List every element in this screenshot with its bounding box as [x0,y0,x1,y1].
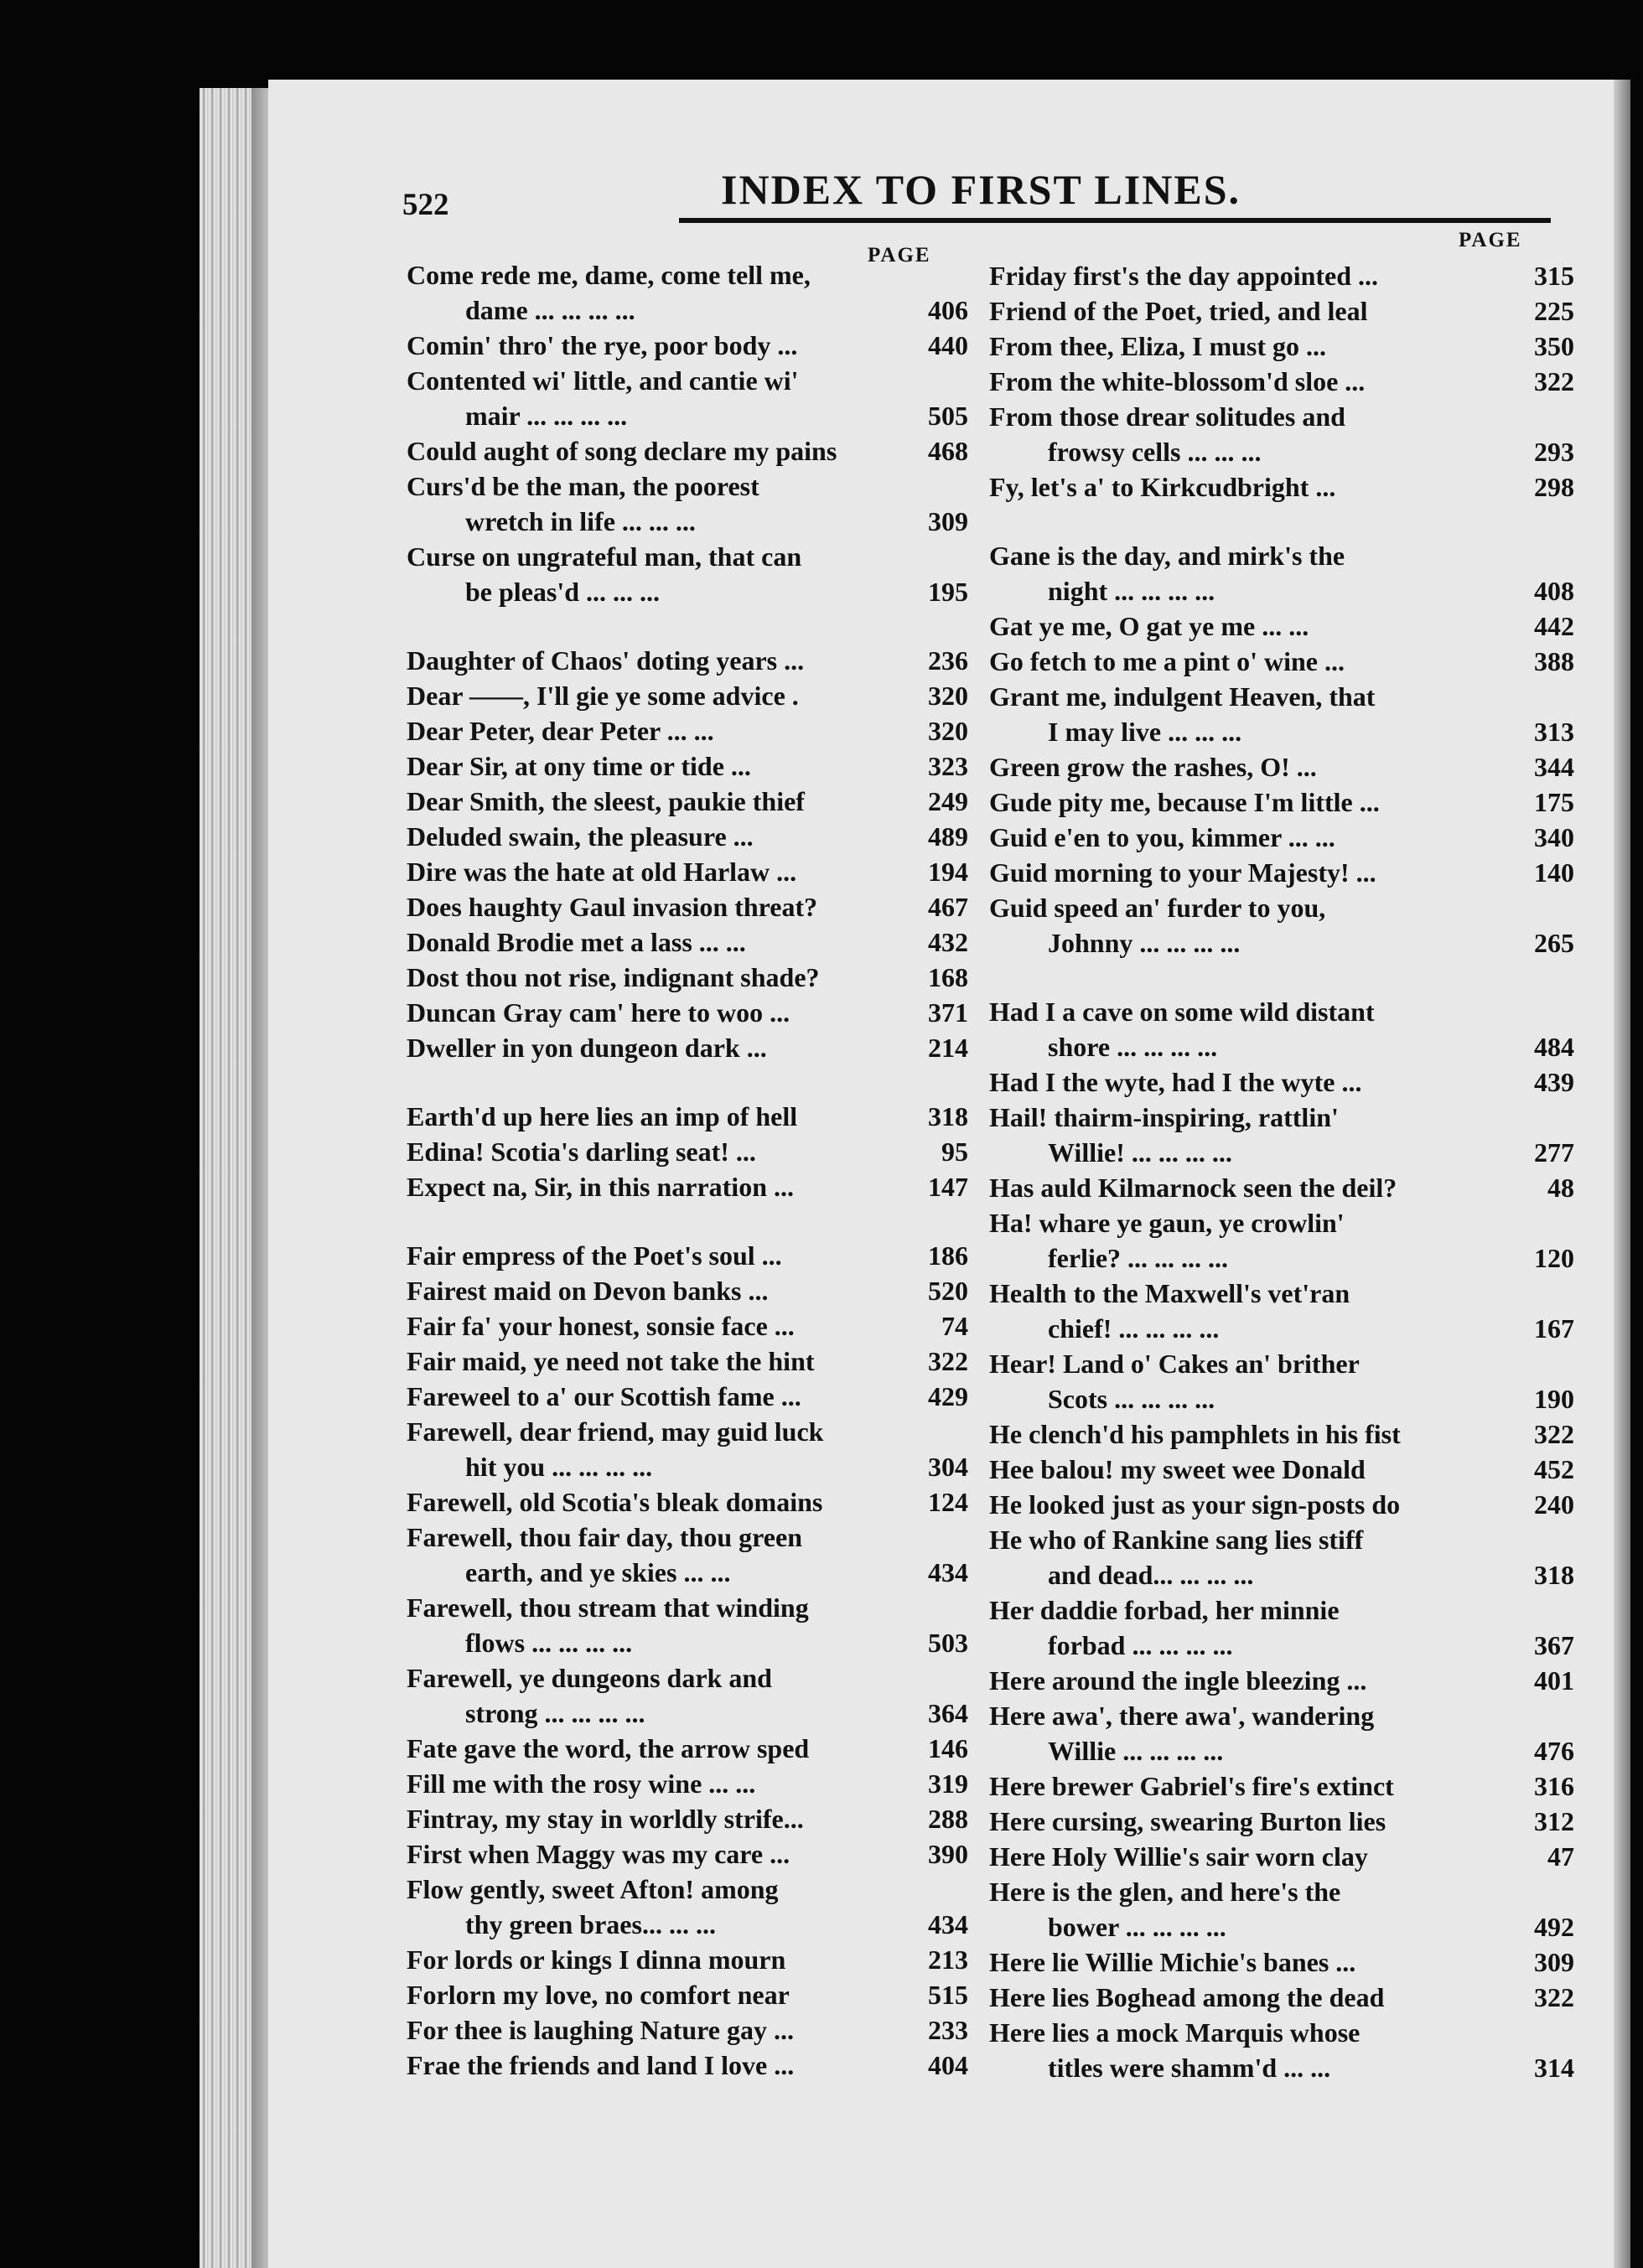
entry-continuation-line: forbad ... ... ... ... [1048,1630,1233,1660]
entry-first-line: Go fetch to me a pint o' wine ... [989,646,1345,676]
entry-page-number: 316 [1534,1771,1574,1801]
entry-page-number: 124 [928,1487,968,1517]
entry-page-number: 408 [1534,576,1574,606]
entry-first-line: First when Maggy was my care ... [407,1839,790,1869]
entry-continuation-line: frowsy cells ... ... ... [1048,437,1262,467]
entry-page-number: 406 [928,295,968,325]
index-entry [407,1836,968,1872]
entry-first-line: Here awa', there awa', wandering [989,1701,1375,1731]
entry-first-line: Dire was the hate at old Harlaw ... [407,857,797,887]
entry-page-number: 468 [928,436,968,466]
entry-page-number: 213 [928,1944,968,1975]
index-entry [407,1801,968,1836]
index-entry [989,1064,1574,1100]
entry-page-number: 434 [928,1909,968,1939]
entry-first-line: From thee, Eliza, I must go ... [989,331,1327,361]
index-entry [407,1520,968,1590]
index-entry [407,643,968,678]
index-entry [407,2048,968,2083]
entry-page-number: 322 [1534,366,1574,396]
entry-page-number: 404 [928,2050,968,2080]
entry-first-line: Farewell, thou stream that winding [407,1592,809,1623]
index-entry [407,2012,968,2048]
index-entry [989,679,1574,749]
entry-page-number: 344 [1534,752,1574,782]
entry-first-line: Guid speed an' furder to you, [989,893,1326,923]
entry-page-number: 467 [928,892,968,922]
index-entry [989,1452,1574,1487]
index-entry [989,1487,1574,1522]
entry-first-line: Her daddie forbad, her minnie [989,1595,1340,1625]
entry-page-number: 434 [928,1557,968,1587]
entry-continuation-line: Willie! ... ... ... ... [1048,1137,1232,1168]
index-entry [407,1766,968,1801]
entry-first-line: From the white-blossom'd sloe ... [989,366,1366,396]
index-entry [407,1308,968,1344]
entry-continuation-line: ferlie? ... ... ... ... [1048,1243,1229,1273]
index-entry [989,644,1574,679]
entry-continuation-line: night ... ... ... ... [1048,576,1215,606]
entry-page-number: 309 [928,506,968,536]
entry-first-line: Hee balou! my sweet wee Donald [989,1454,1366,1484]
entry-first-line: Farewell, dear friend, may guid luck [407,1416,824,1447]
index-entry [407,713,968,748]
index-entry [989,293,1574,329]
index-entry [989,749,1574,784]
entry-page-number: 309 [1534,1947,1574,1977]
entry-continuation-line: strong ... ... ... ... [465,1698,645,1728]
index-entry [989,1100,1574,1170]
entry-first-line: Guid morning to your Majesty! ... [989,857,1376,888]
entry-continuation-line: Willie ... ... ... ... [1048,1736,1224,1766]
entry-first-line: Guid e'en to you, kimmer ... ... [989,822,1335,852]
entry-page-number: 323 [928,751,968,781]
entry-first-line: Dear Sir, at ony time or tide ... [407,751,751,781]
entry-first-line: Gane is the day, and mirk's the [989,541,1345,571]
entry-page-number: 432 [928,927,968,957]
index-entry [989,1522,1574,1592]
entry-first-line: Here lie Willie Michie's banes ... [989,1947,1356,1977]
entry-continuation-line: dame ... ... ... ... [465,295,635,325]
entry-first-line: Earth'd up here lies an imp of hell [407,1101,798,1131]
entry-page-number: 388 [1534,646,1574,676]
entry-continuation-line: bower ... ... ... ... [1048,1912,1226,1942]
entry-page-number: 440 [928,330,968,360]
index-entry [989,399,1574,469]
entry-first-line: Fareweel to a' our Scottish fame ... [407,1381,801,1411]
entry-page-number: 520 [928,1276,968,1306]
index-entry [989,1698,1574,1768]
entry-page-number: 240 [1534,1489,1574,1520]
entry-first-line: Contented wi' little, and cantie wi' [407,365,799,396]
index-entry [989,1944,1574,1980]
index-entry [989,608,1574,644]
entry-first-line: Friday first's the day appointed ... [989,261,1379,291]
entry-first-line: Donald Brodie met a lass ... ... [407,927,746,957]
entry-page-number: 319 [928,1768,968,1799]
index-entry [989,994,1574,1064]
index-entry [407,469,968,539]
entry-first-line: Here brewer Gabriel's fire's extinct [989,1771,1394,1801]
entry-page-number: 315 [1534,261,1574,291]
entry-continuation-line: thy green braes... ... ... [465,1909,716,1939]
entry-page-number: 293 [1534,437,1574,467]
entry-first-line: Here cursing, swearing Burton lies [989,1806,1386,1836]
entry-continuation-line: wretch in life ... ... ... [465,506,696,536]
entry-first-line: Daughter of Chaos' doting years ... [407,645,805,676]
entry-page-number: 320 [928,716,968,746]
index-entry [989,1663,1574,1698]
right-column-page-header: PAGE [1459,229,1522,251]
entry-continuation-line: titles were shamm'd ... ... [1048,2053,1331,2083]
entry-first-line: Frae the friends and land I love ... [407,2050,795,2080]
entry-first-line: Dweller in yon dungeon dark ... [407,1033,767,1063]
title-rule [679,218,1551,223]
entry-first-line: Fair fa' your honest, sonsie face ... [407,1311,795,1341]
entry-first-line: Gat ye me, O gat ye me ... ... [989,611,1309,641]
entry-page-number: 265 [1534,928,1574,958]
entry-first-line: Here around the ingle bleezing ... [989,1665,1367,1696]
entry-continuation-line: hit you ... ... ... ... [465,1452,653,1482]
entry-page-number: 175 [1534,787,1574,817]
entry-first-line: Comin' thro' the rye, poor body ... [407,330,798,360]
entry-page-number: 168 [928,962,968,992]
entry-page-number: 322 [1534,1419,1574,1449]
index-entry [989,1170,1574,1205]
entry-continuation-line: Johnny ... ... ... ... [1048,928,1241,958]
index-entry [989,890,1574,961]
entry-first-line: He clench'd his pamphlets in his fist [989,1419,1401,1449]
letter-group-gap [407,1204,968,1238]
entry-first-line: Forlorn my love, no comfort near [407,1980,790,2010]
index-entry [989,855,1574,890]
entry-first-line: Fairest maid on Devon banks ... [407,1276,769,1306]
index-entry [989,329,1574,364]
index-entry [407,819,968,854]
entry-page-number: 304 [928,1452,968,1482]
entry-first-line: Grant me, indulgent Heaven, that [989,681,1376,712]
entry-first-line: Health to the Maxwell's vet'ran [989,1278,1350,1308]
entry-first-line: Had I a cave on some wild distant [989,997,1375,1027]
entry-first-line: Fate gave the word, the arrow sped [407,1733,810,1763]
index-entry [407,1977,968,2012]
entry-first-line: Edina! Scotia's darling seat! ... [407,1137,756,1167]
index-entry [989,364,1574,399]
entry-page-number: 214 [928,1033,968,1063]
entry-page-number: 249 [928,786,968,816]
index-entry [407,1484,968,1520]
entry-page-number: 401 [1534,1665,1574,1696]
index-entry [407,257,968,328]
page-number: 522 [402,188,449,222]
entry-first-line: Had I the wyte, had I the wyte ... [989,1067,1362,1097]
entry-page-number: 233 [928,2015,968,2045]
entry-page-number: 298 [1534,472,1574,502]
entry-page-number: 74 [941,1311,968,1341]
entry-first-line: Has auld Kilmarnock seen the deil? [989,1173,1397,1203]
entry-first-line: Flow gently, sweet Afton! among [407,1874,779,1904]
entry-page-number: 277 [1534,1137,1574,1168]
entry-page-number: 367 [1534,1630,1574,1660]
entry-continuation-line: I may live ... ... ... [1048,717,1242,747]
entry-page-number: 515 [928,1980,968,2010]
entry-continuation-line: Scots ... ... ... ... [1048,1384,1215,1414]
entry-first-line: For lords or kings I dinna mourn [407,1944,786,1975]
entry-first-line: Farewell, thou fair day, thou green [407,1522,802,1552]
entry-continuation-line: be pleas'd ... ... ... [465,577,661,607]
left-index-column [407,257,968,2083]
entry-first-line: Ha! whare ye gaun, ye crowlin' [989,1208,1345,1238]
entry-page-number: 505 [928,401,968,431]
entry-first-line: From those drear solitudes and [989,401,1345,432]
entry-page-number: 484 [1534,1032,1574,1062]
entry-first-line: Hail! thairm-inspiring, rattlin' [989,1102,1339,1132]
entry-page-number: 429 [928,1381,968,1411]
index-entry [407,1590,968,1660]
left-column-page-header: PAGE [868,244,931,267]
entry-first-line: Deluded swain, the pleasure ... [407,821,754,852]
index-entry [407,1099,968,1134]
entry-page-number: 439 [1534,1067,1574,1097]
entry-first-line: Dear Smith, the sleest, paukie thief [407,786,805,816]
entry-page-number: 120 [1534,1243,1574,1273]
right-index-column [989,258,1574,2085]
letter-group-gap [989,505,1574,538]
entry-page-number: 195 [928,577,968,607]
entry-page-number: 95 [941,1137,968,1167]
entry-first-line: Here lies Boghead among the dead [989,1982,1385,2012]
letter-group-gap [407,609,968,643]
entry-continuation-line: flows ... ... ... ... [465,1628,633,1658]
entry-page-number: 186 [928,1240,968,1271]
entry-page-number: 371 [928,997,968,1028]
entry-page-number: 476 [1534,1736,1574,1766]
index-entry [407,889,968,924]
index-entry [989,1768,1574,1804]
index-entry [989,538,1574,608]
entry-first-line: Fair maid, ye need not take the hint [407,1346,815,1376]
index-entry [989,1804,1574,1839]
index-entry [407,784,968,819]
entry-first-line: Dear Peter, dear Peter ... ... [407,716,714,746]
page-title: INDEX TO FIRST LINES. [721,166,1241,213]
entry-first-line: For thee is laughing Nature gay ... [407,2015,794,2045]
entry-first-line: Gude pity me, because I'm little ... [989,787,1380,817]
entry-page-number: 312 [1534,1806,1574,1836]
entry-page-number: 225 [1534,296,1574,326]
index-entry [407,1414,968,1484]
index-entry [989,1416,1574,1452]
index-entry [989,1205,1574,1276]
entry-page-number: 492 [1534,1912,1574,1942]
index-entry [989,1839,1574,1874]
index-entry [407,1731,968,1766]
entry-first-line: Fair empress of the Poet's soul ... [407,1240,782,1271]
entry-page-number: 503 [928,1628,968,1658]
entry-page-number: 194 [928,857,968,887]
right-page-edge [1614,80,1630,2268]
entry-page-number: 350 [1534,331,1574,361]
index-entry [407,1872,968,1942]
letter-group-gap [989,961,1574,994]
index-entry [407,1030,968,1065]
entry-continuation-line: and dead... ... ... ... [1048,1560,1254,1590]
entry-continuation-line: earth, and ye skies ... ... [465,1557,731,1587]
index-entry [407,960,968,995]
index-entry [407,748,968,784]
index-entry [407,995,968,1030]
entry-first-line: Duncan Gray cam' here to woo ... [407,997,790,1028]
index-entry [407,1238,968,1273]
entry-page-number: 390 [928,1839,968,1869]
entry-first-line: Curse on ungrateful man, that can [407,541,802,572]
entry-first-line: Fill me with the rosy wine ... ... [407,1768,756,1799]
index-entry [407,854,968,889]
entry-page-number: 47 [1547,1841,1574,1872]
index-entry [989,1592,1574,1663]
index-entry [407,1134,968,1169]
index-entry [989,1346,1574,1416]
letter-group-gap [407,1065,968,1099]
index-entry [989,258,1574,293]
entry-page-number: 320 [928,681,968,711]
entry-page-number: 489 [928,821,968,852]
entry-first-line: Friend of the Poet, tried, and leal [989,296,1368,326]
index-entry [989,1874,1574,1944]
index-entry [407,1942,968,1977]
entry-continuation-line: mair ... ... ... ... [465,401,628,431]
entry-page-number: 236 [928,645,968,676]
entry-first-line: Fy, let's a' to Kirkcudbright ... [989,472,1336,502]
entry-first-line: Dear ——, I'll gie ye some advice . [407,681,799,711]
entry-first-line: He looked just as your sign-posts do [989,1489,1401,1520]
entry-page-number: 314 [1534,2053,1574,2083]
entry-page-number: 146 [928,1733,968,1763]
entry-first-line: Here lies a mock Marquis whose [989,2017,1361,2048]
entry-first-line: Farewell, old Scotia's bleak domains [407,1487,823,1517]
index-entry [407,924,968,960]
entry-first-line: He who of Rankine sang lies stiff [989,1525,1364,1555]
index-entry [989,469,1574,505]
index-entry [989,784,1574,820]
entry-first-line: Here is the glen, and here's the [989,1877,1341,1907]
index-entry [407,678,968,713]
entry-first-line: Hear! Land o' Cakes an' brither [989,1349,1360,1379]
index-entry [407,433,968,469]
index-entry [407,363,968,433]
entry-page-number: 442 [1534,611,1574,641]
entry-page-number: 147 [928,1172,968,1202]
entry-first-line: Come rede me, dame, come tell me, [407,260,811,290]
entry-first-line: Could aught of song declare my pains [407,436,837,466]
book-page [268,80,1614,2268]
entry-page-number: 452 [1534,1454,1574,1484]
entry-page-number: 48 [1547,1173,1574,1203]
entry-first-line: Dost thou not rise, indignant shade? [407,962,820,992]
entry-page-number: 288 [928,1804,968,1834]
entry-continuation-line: chief! ... ... ... ... [1048,1313,1220,1344]
entry-page-number: 322 [928,1346,968,1376]
entry-page-number: 322 [1534,1982,1574,2012]
entry-page-number: 318 [1534,1560,1574,1590]
entry-first-line: Does haughty Gaul invasion threat? [407,892,818,922]
entry-first-line: Curs'd be the man, the poorest [407,471,759,501]
entry-first-line: Expect na, Sir, in this narration ... [407,1172,794,1202]
entry-first-line: Here Holy Willie's sair worn clay [989,1841,1368,1872]
index-entry [407,539,968,609]
index-entry [989,820,1574,855]
index-entry [989,1980,1574,2015]
entry-first-line: Green grow the rashes, O! ... [989,752,1317,782]
index-entry [407,1660,968,1731]
entry-first-line: Farewell, ye dungeons dark and [407,1663,772,1693]
index-entry [407,328,968,363]
entry-page-number: 140 [1534,857,1574,888]
entry-page-number: 190 [1534,1384,1574,1414]
entry-page-number: 364 [928,1698,968,1728]
index-entry [989,2015,1574,2085]
index-entry [407,1344,968,1379]
index-entry [989,1276,1574,1346]
entry-continuation-line: shore ... ... ... ... [1048,1032,1218,1062]
entry-page-number: 313 [1534,717,1574,747]
entry-first-line: Fintray, my stay in worldly strife... [407,1804,804,1834]
entry-page-number: 340 [1534,822,1574,852]
index-entry [407,1379,968,1414]
entry-page-number: 318 [928,1101,968,1131]
index-entry [407,1273,968,1308]
index-entry [407,1169,968,1204]
entry-page-number: 167 [1534,1313,1574,1344]
